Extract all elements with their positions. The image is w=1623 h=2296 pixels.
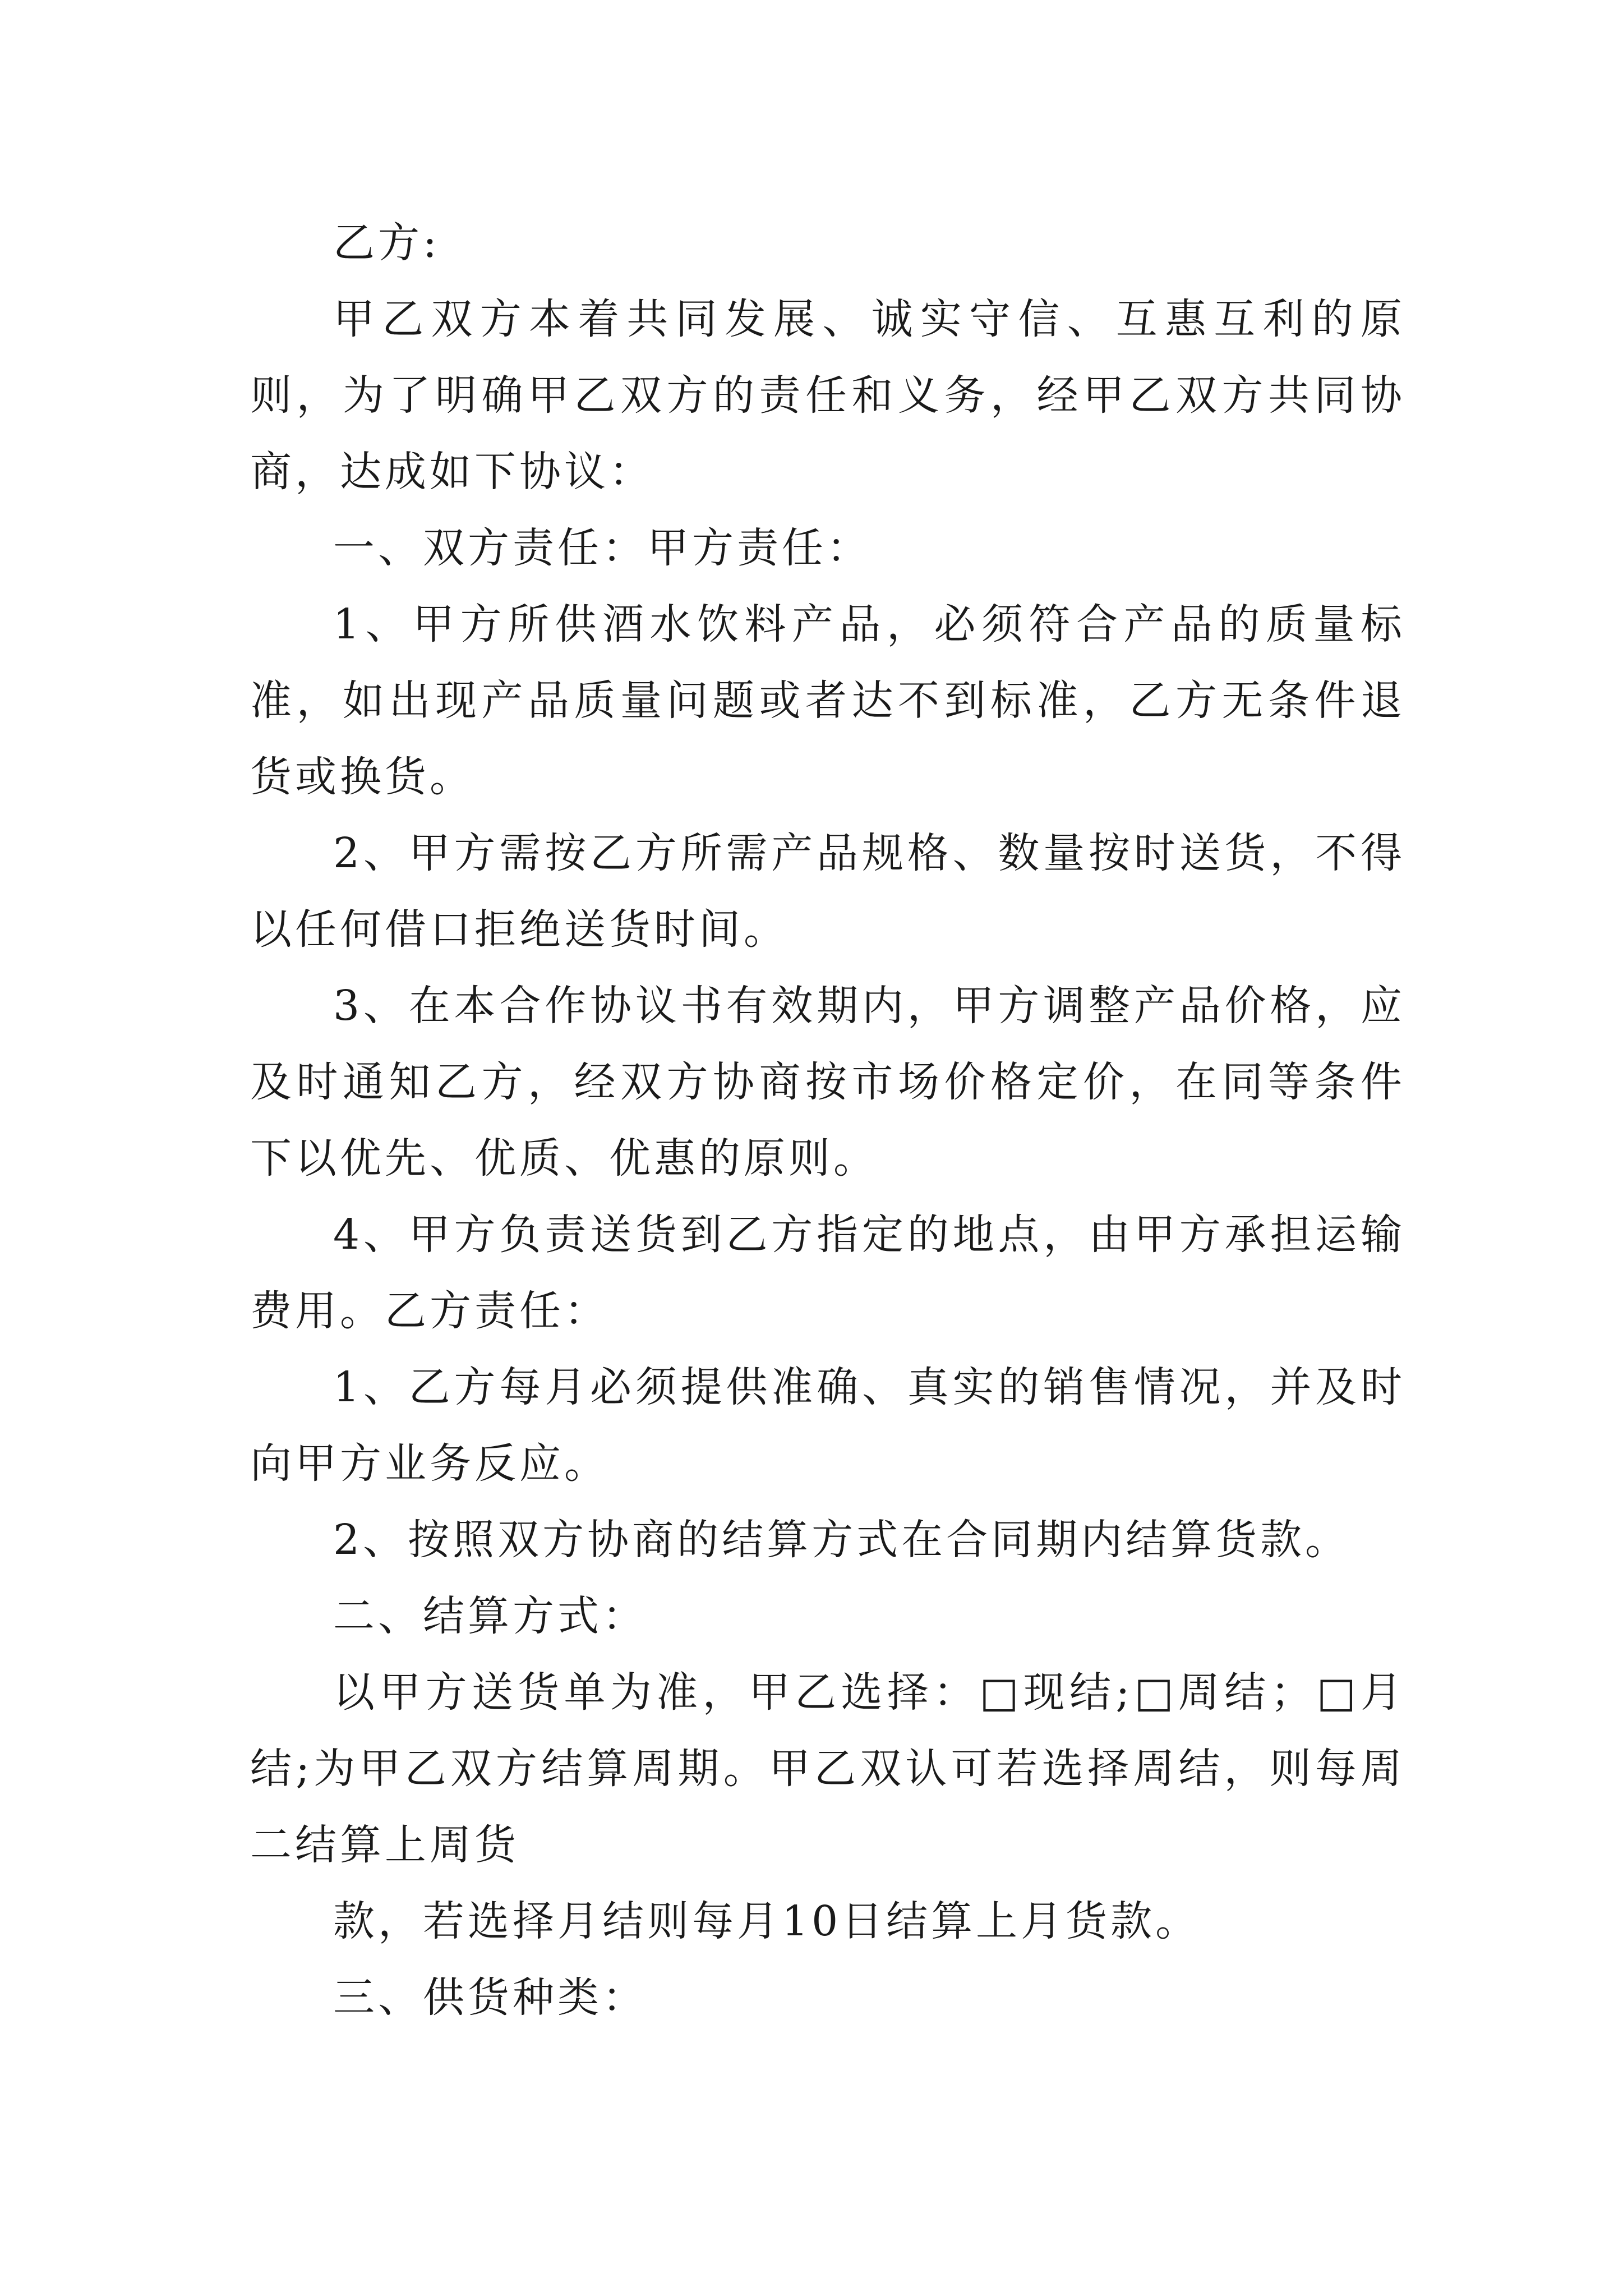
party-a-clause-4: 4、甲方负责送货到乙方指定的地点，由甲方承担运输费用。乙方责任： bbox=[250, 1211, 1405, 1335]
party-a-clause-1: 1、甲方所供酒水饮料产品，必须符合产品的质量标准，如出现产品质量问题或者达不到标准，乙方无条件退货或换货。 bbox=[250, 600, 1405, 801]
section-heading-settlement: 二、结算方式： bbox=[333, 1592, 647, 1640]
party-a-clause-2: 2、甲方需按乙方所需产品规格、数量按时送货，不得以任何借口拒绝送货时间。 bbox=[250, 829, 1405, 954]
party-a-clause-3: 3、在本合作协议书有效期内，甲方调整产品价格，应及时通知乙方，经双方协商按市场价格定价，在同等条件下以优先、优质、优惠的原则。 bbox=[250, 982, 1405, 1182]
section-heading-responsibilities: 一、双方责任：甲方责任： bbox=[333, 524, 872, 572]
party-b-clause-1: 1、乙方每月必须提供准确、真实的销售情况，并及时向甲方业务反应。 bbox=[250, 1363, 1405, 1488]
settlement-continuation: 款，若选择月结则每月10日结算上月货款。 bbox=[333, 1897, 1201, 1945]
party-b-clause-2: 2、按照双方协商的结算方式在合同期内结算货款。 bbox=[333, 1516, 1350, 1564]
preamble-paragraph: 甲乙双方本着共同发展、诚实守信、互惠互利的原则，为了明确甲乙双方的责任和义务，经甲乙双方共同协商，达成如下协议： bbox=[250, 295, 1405, 496]
document-body bbox=[250, 205, 1405, 2036]
party-b-label: 乙方: bbox=[333, 219, 440, 267]
section-heading-supply-types: 三、供货种类： bbox=[333, 1973, 647, 2022]
settlement-paragraph: 以甲方送货单为准，甲乙选择：□现结;□周结；□月结;为甲乙双方结算周期。甲乙双认可若选择周结，则每周二结算上周货 bbox=[250, 1668, 1405, 1869]
